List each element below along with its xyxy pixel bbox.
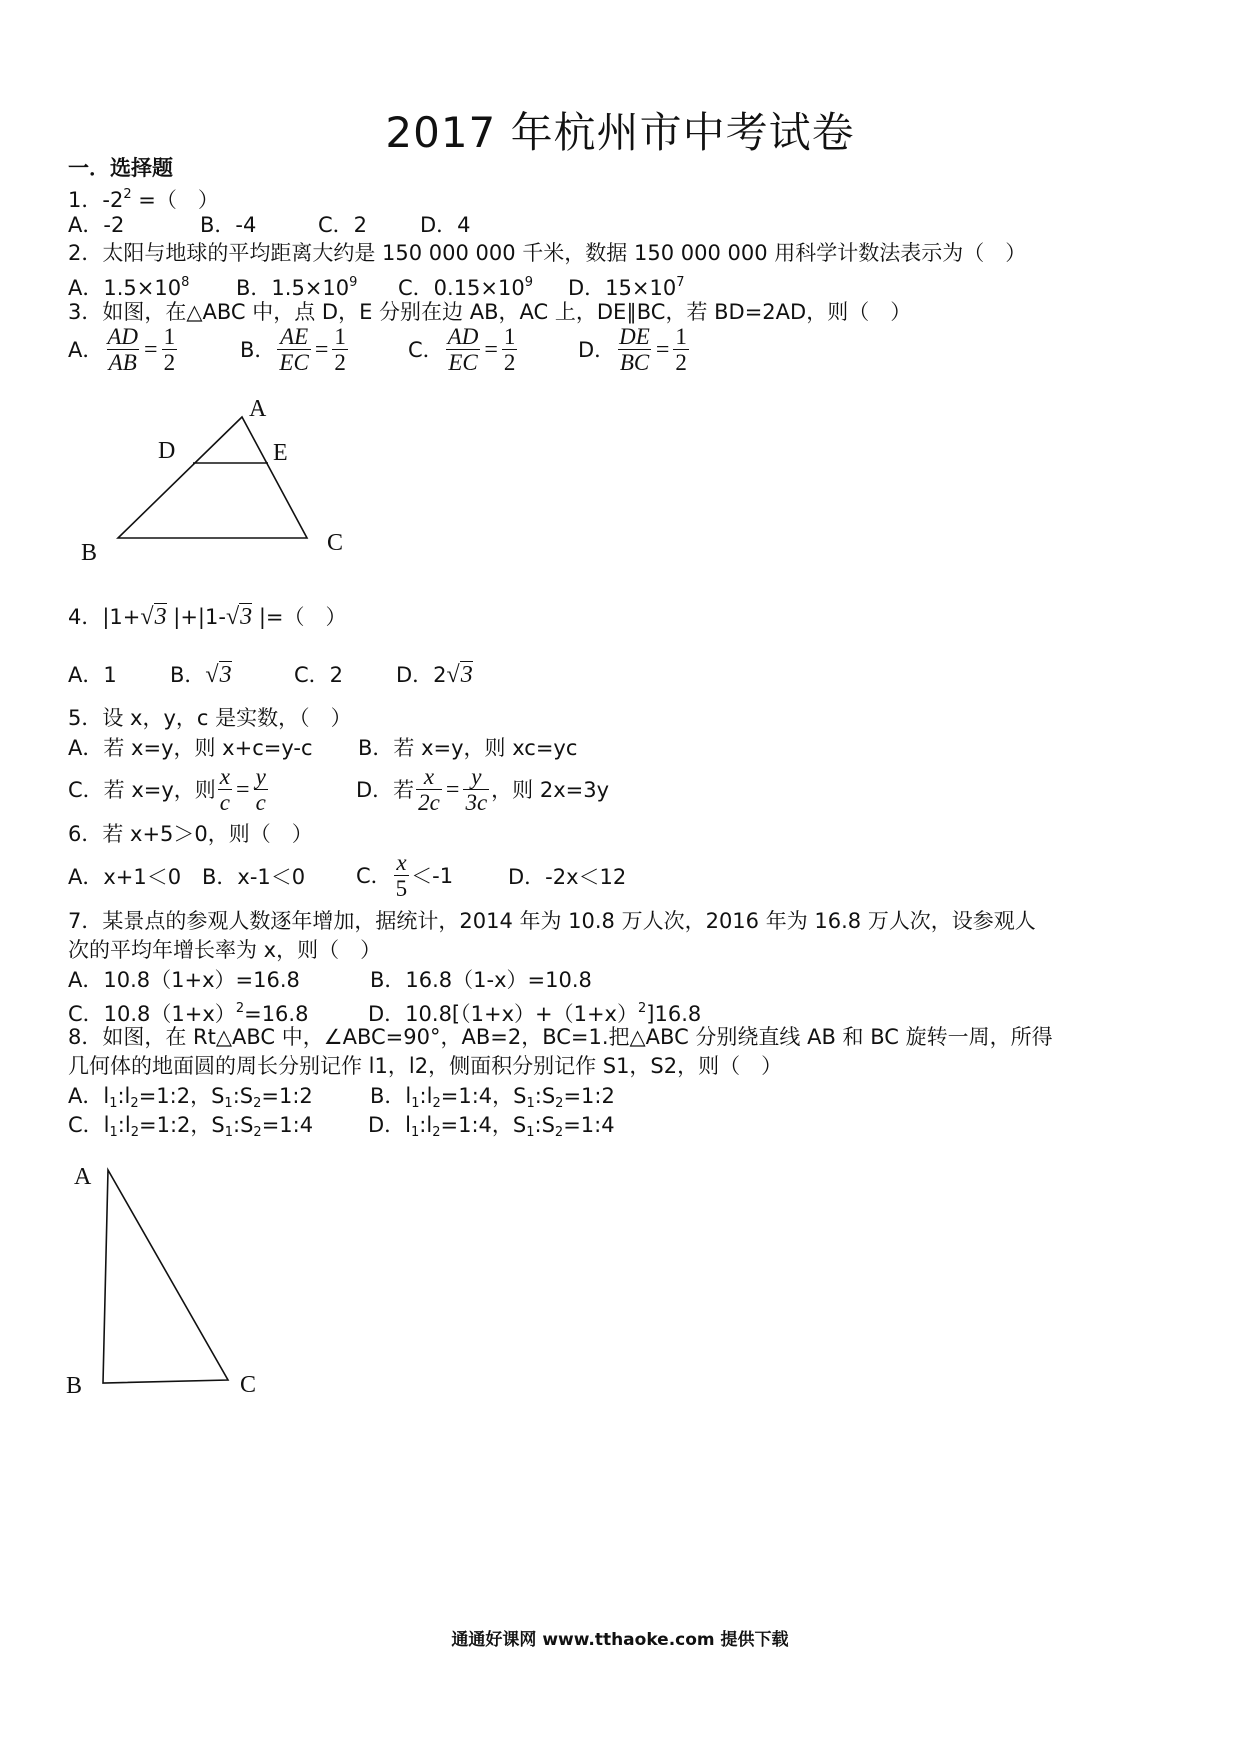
q4-option-b: B．√3 [170,662,232,688]
q2-stem: 2．太阳与地球的平均距离大约是 150 000 000 千米，数据 150 000 000 用科学计数法表示为（ ） [68,241,1027,265]
q1-option-b: B．-4 [200,213,257,237]
q2-option-d: D．$15\times 10^7$ [568,275,685,300]
fraction: $\frac{x}{c}$ [219,764,231,815]
q4-stem: 4．|1+√3 |+|1-√3 |=（ ） [68,604,347,630]
fraction: $\frac{x}{5}$ [395,850,408,901]
q7-option-b: B．16.8（1-x）=10.8 [370,968,592,992]
q1-stem: 1．$-2^2$ =（ ） [68,187,219,212]
fraction: $\frac{DE}{BC}$ [619,324,650,375]
section-heading: 一．选择题 [68,156,173,180]
label-a: A [249,396,267,422]
q5-option-d: D．若 $\frac{x}{2c}$ = $\frac{y}{3c}$ ，则 2x=3y [356,764,610,815]
label-e: E [273,440,288,466]
q3-option-c: C． $\frac{AD}{EC}$ = $\frac{1}{2}$ [408,324,516,375]
q2-option-b: B．$1.5\times 10^9$ [236,275,358,300]
q1-option-a: A．-2 [68,213,125,237]
label-b: B [66,1373,83,1399]
q8-option-d: D．$l_1:l_2=1:4$，$S_1:S_2=1:4$ [368,1113,615,1140]
q6-option-c: C． $\frac{x}{5}$ ＜-1 [356,850,454,901]
fraction: $\frac{1}{2}$ [675,324,687,375]
q3-option-b: B． $\frac{AE}{EC}$ = $\frac{1}{2}$ [240,324,346,375]
q7-stem-line2: 次的平均年增长率为 x，则（ ） [68,938,382,962]
footer-source: 通通好课网 www.tthaoke.com 提供下载 [451,1630,789,1650]
q7-option-a: A．10.8（1+x）=16.8 [68,968,300,992]
q8-option-a: A．$l_1:l_2=1:2$，$S_1:S_2=1:2$ [68,1084,313,1111]
q3-triangle-figure [70,390,390,580]
sqrt-3: √3 [140,604,167,630]
q5-option-b: B．若 x=y，则 xc=yc [358,736,578,760]
q2-option-a: A．$1.5\times 10^8$ [68,275,190,300]
q4-option-d: D．2√3 [396,662,473,688]
q5-option-c: C．若 x=y，则 $\frac{x}{c}$ = $\frac{y}{c}$ [68,764,266,815]
label-b: B [81,540,98,566]
q5-stem: 5．设 x，y，c 是实数，（ ） [68,706,352,730]
q3-option-d: D． $\frac{DE}{BC}$ = $\frac{1}{2}$ [578,324,687,375]
sqrt-3: √3 [225,604,253,630]
q3-stem: 3．如图，在△ABC 中，点 D，E 分别在边 AB，AC 上，DE∥BC，若 BD=2AD，则（ ） [68,300,912,324]
fraction: $\frac{AE}{EC}$ [279,324,309,375]
fraction: $\frac{y}{3c}$ [465,764,488,815]
q8-right-triangle-figure [60,1158,300,1408]
q8-stem-line2: 几何体的地面圆的周长分别记作 l1，l2，侧面积分别记作 S1，S2，则（ ） [68,1054,783,1078]
label-c: C [240,1372,257,1398]
page-title: 2017 年杭州市中考试卷 [385,108,855,157]
q6-option-d: D．-2x＜12 [508,865,627,889]
q6-stem: 6．若 x+5＞0，则（ ） [68,822,313,846]
q6-option-a: A．x+1＜0 [68,865,182,889]
fraction: $\frac{x}{2c}$ [418,764,440,815]
triangle-abc [118,417,307,538]
q7-stem-line1: 7．某景点的参观人数逐年增加，据统计，2014 年为 10.8 万人次，2016 年为 16.8 万人次，设参观人 [68,909,1036,933]
fraction: $\frac{1}{2}$ [503,324,516,375]
q6-option-b: B．x-1＜0 [202,865,306,889]
q2-option-c: C．$0.15\times 10^9$ [398,275,534,300]
q4-option-c: C．2 [294,663,344,687]
q5-option-a: A．若 x=y，则 x+c=y-c [68,736,313,760]
fraction: $\frac{y}{c}$ [255,764,266,815]
q8-stem-line1: 8．如图，在 Rt△ABC 中，∠ABC=90°，AB=2，BC=1.把△ABC 分别绕直线 AB 和 BC 旋转一周，所得 [68,1025,1053,1049]
q1-option-c: C．2 [318,213,368,237]
fraction: $\frac{AD}{AB}$ [107,324,139,375]
q7-option-d: D．$10.8[(1+x)+(1+x)^2]16.8$ [368,1001,702,1026]
fraction: $\frac{1}{2}$ [334,324,346,375]
q3-option-a: A． $\frac{AD}{AB}$ = $\frac{1}{2}$ [68,324,176,375]
q8-option-c: C．$l_1:l_2=1:2$，$S_1:S_2=1:4$ [68,1113,314,1140]
q7-option-c: C．$10.8(1+x)^2=16.8$ [68,1001,309,1026]
label-a: A [74,1164,92,1190]
q4-option-a: A．1 [68,663,117,687]
fraction: $\frac{1}{2}$ [163,324,176,375]
label-d: D [158,438,176,464]
right-triangle-abc [103,1170,228,1383]
fraction: $\frac{AD}{EC}$ [447,324,479,375]
q1-option-d: D．4 [420,213,471,237]
label-c: C [327,530,344,556]
q8-option-b: B．$l_1:l_2=1:4$，$S_1:S_2=1:2$ [370,1084,615,1111]
